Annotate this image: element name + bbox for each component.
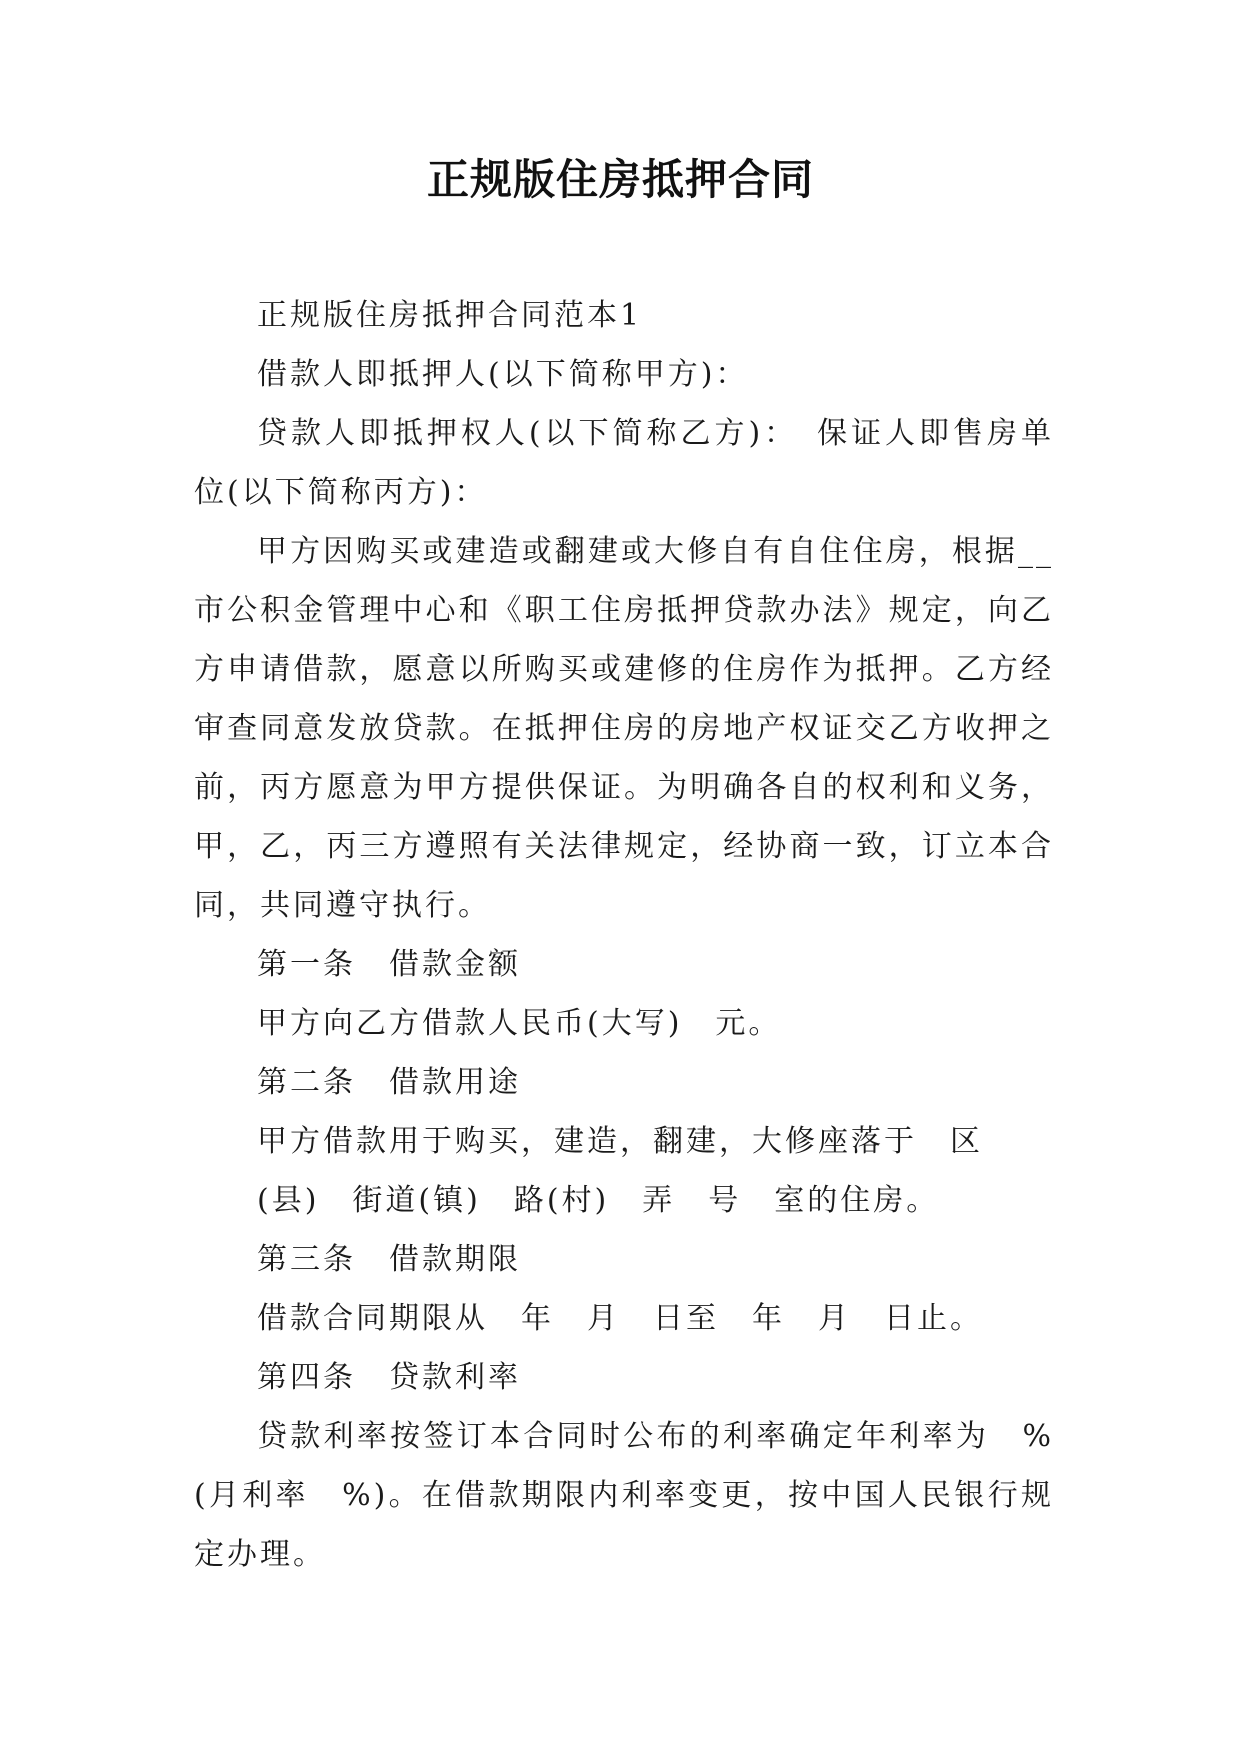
- article-2-text-line2: (县) 街道(镇) 路(村) 弄 号 室的住房。: [257, 1183, 940, 1218]
- document-body: [194, 286, 1054, 1584]
- article-4-text: 贷款利率按签订本合同时公布的利率确定年利率为 %(月利率 %)。在借款期限内利率变更，按中国人民银行规定办理。: [194, 1419, 1054, 1572]
- article-4-heading: 第四条 贷款利率: [257, 1360, 521, 1395]
- paragraph-borrower: 借款人即抵押人(以下简称甲方)：: [257, 357, 749, 392]
- paragraph-preamble: 甲方因购买或建造或翻建或大修自有自住住房，根据__市公积金管理中心和《职工住房抵押贷款办法》规定，向乙方申请借款，愿意以所购买或建修的住房作为抵押。乙方经审查同意发放贷款。在抵押住房的房地产权证交乙方收押之前，丙方愿意为甲方提供保证。为明确各自的权利和义务，甲，乙，丙三方遵照有关法律规定，经协商一致，订立本合同，共同遵守执行。: [194, 534, 1054, 923]
- article-1-text: 甲方向乙方借款人民币(大写) 元。: [257, 1006, 782, 1041]
- article-3-text: 借款合同期限从 年 月 日至 年 月 日止。: [257, 1301, 983, 1336]
- article-2-text-line1: 甲方借款用于购买，建造，翻建，大修座落于 区: [257, 1124, 983, 1159]
- paragraph-template-heading: 正规版住房抵押合同范本1: [257, 298, 643, 333]
- article-2-heading: 第二条 借款用途: [257, 1065, 521, 1100]
- document-title: 正规版住房抵押合同: [426, 155, 814, 204]
- article-1-heading: 第一条 借款金额: [257, 947, 521, 982]
- article-3-heading: 第三条 借款期限: [257, 1242, 521, 1277]
- paragraph-lender-guarantor: 贷款人即抵押权人(以下简称乙方)： 保证人即售房单位(以下简称丙方)：: [194, 416, 1054, 510]
